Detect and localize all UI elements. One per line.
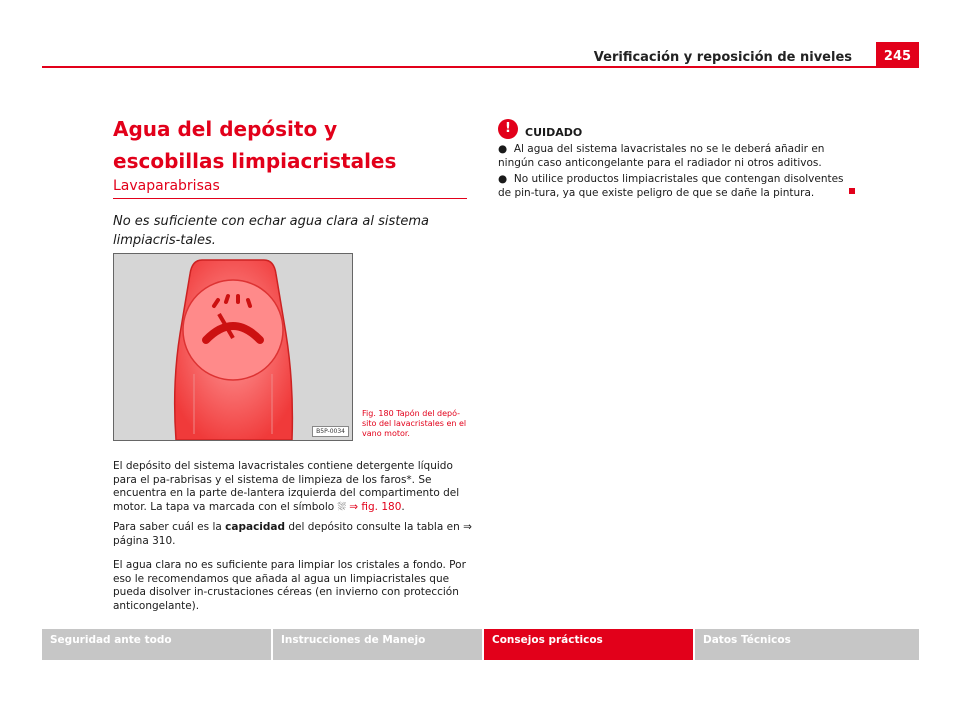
section-end-marker <box>849 188 855 194</box>
footer-tab-seguridad[interactable]: Seguridad ante todo <box>42 629 271 660</box>
section-heading: Agua del depósito y escobillas limpiacristales <box>113 117 397 173</box>
page-number: 245 <box>876 42 919 66</box>
paragraph-recommendation: El agua clara no es suficiente para limpiar los cristales a fondo. Por eso le recomendamos que añada al agua un limpiacristales que pueda disolver in-crustaciones céreas (en invierno con protección anticongelante). <box>113 559 466 612</box>
figure-caption: Fig. 180 Tapón del depó-sito del lavacristales en el vano motor. <box>362 409 467 438</box>
figure-code: B5P-0034 <box>312 426 349 437</box>
page-reference-link[interactable]: del depósito consulte la tabla en ⇒ página 310. <box>113 521 472 547</box>
footer-tab-consejos[interactable]: Consejos prácticos <box>484 629 693 660</box>
paragraph-location: El depósito del sistema lavacristales contiene detergente líquido para el pa-rabrisas y el sistema de limpieza de los faros*. Se encuentra en la parte de-lantera izquierda del compartimento del motor. La tapa va marcada con el símbolo ⛆ ⇒ fig. 180. <box>113 460 460 513</box>
figure-link[interactable]: ⇒ fig. 180 <box>349 500 402 513</box>
header-divider <box>42 66 919 68</box>
washer-cap-illustration <box>114 254 352 440</box>
figure-washer-cap <box>113 253 353 441</box>
footer-tab-instrucciones[interactable]: Instrucciones de Manejo <box>273 629 482 660</box>
caution-bullet-1: ● Al agua del sistema lavacristales no se le deberá añadir en ningún caso anticongelante para el radiador ni otros aditivos. <box>498 143 825 169</box>
running-header: Verificación y reposición de niveles <box>593 50 852 65</box>
subsection-divider <box>113 198 467 199</box>
subsection-heading: Lavaparabrisas <box>113 178 220 194</box>
caution-icon: ! <box>498 119 518 139</box>
caution-bullet-2: ● No utilice productos limpiacristales que contengan disolventes de pin-tura, ya que existe peligro de que se dañe la pintura. <box>498 173 844 199</box>
intro-text: No es suficiente con echar agua clara al sistema limpiacris-tales. <box>113 214 429 248</box>
bullet-icon: ● <box>498 143 514 155</box>
caution-title: CUIDADO <box>525 126 583 139</box>
washer-symbol-icon: ⛆ <box>337 500 346 513</box>
bullet-icon: ● <box>498 173 514 185</box>
paragraph-capacity: Para saber cuál es la capacidad del depósito consulte la tabla en ⇒ página 310. <box>113 521 472 547</box>
footer-tab-datos[interactable]: Datos Técnicos <box>695 629 919 660</box>
